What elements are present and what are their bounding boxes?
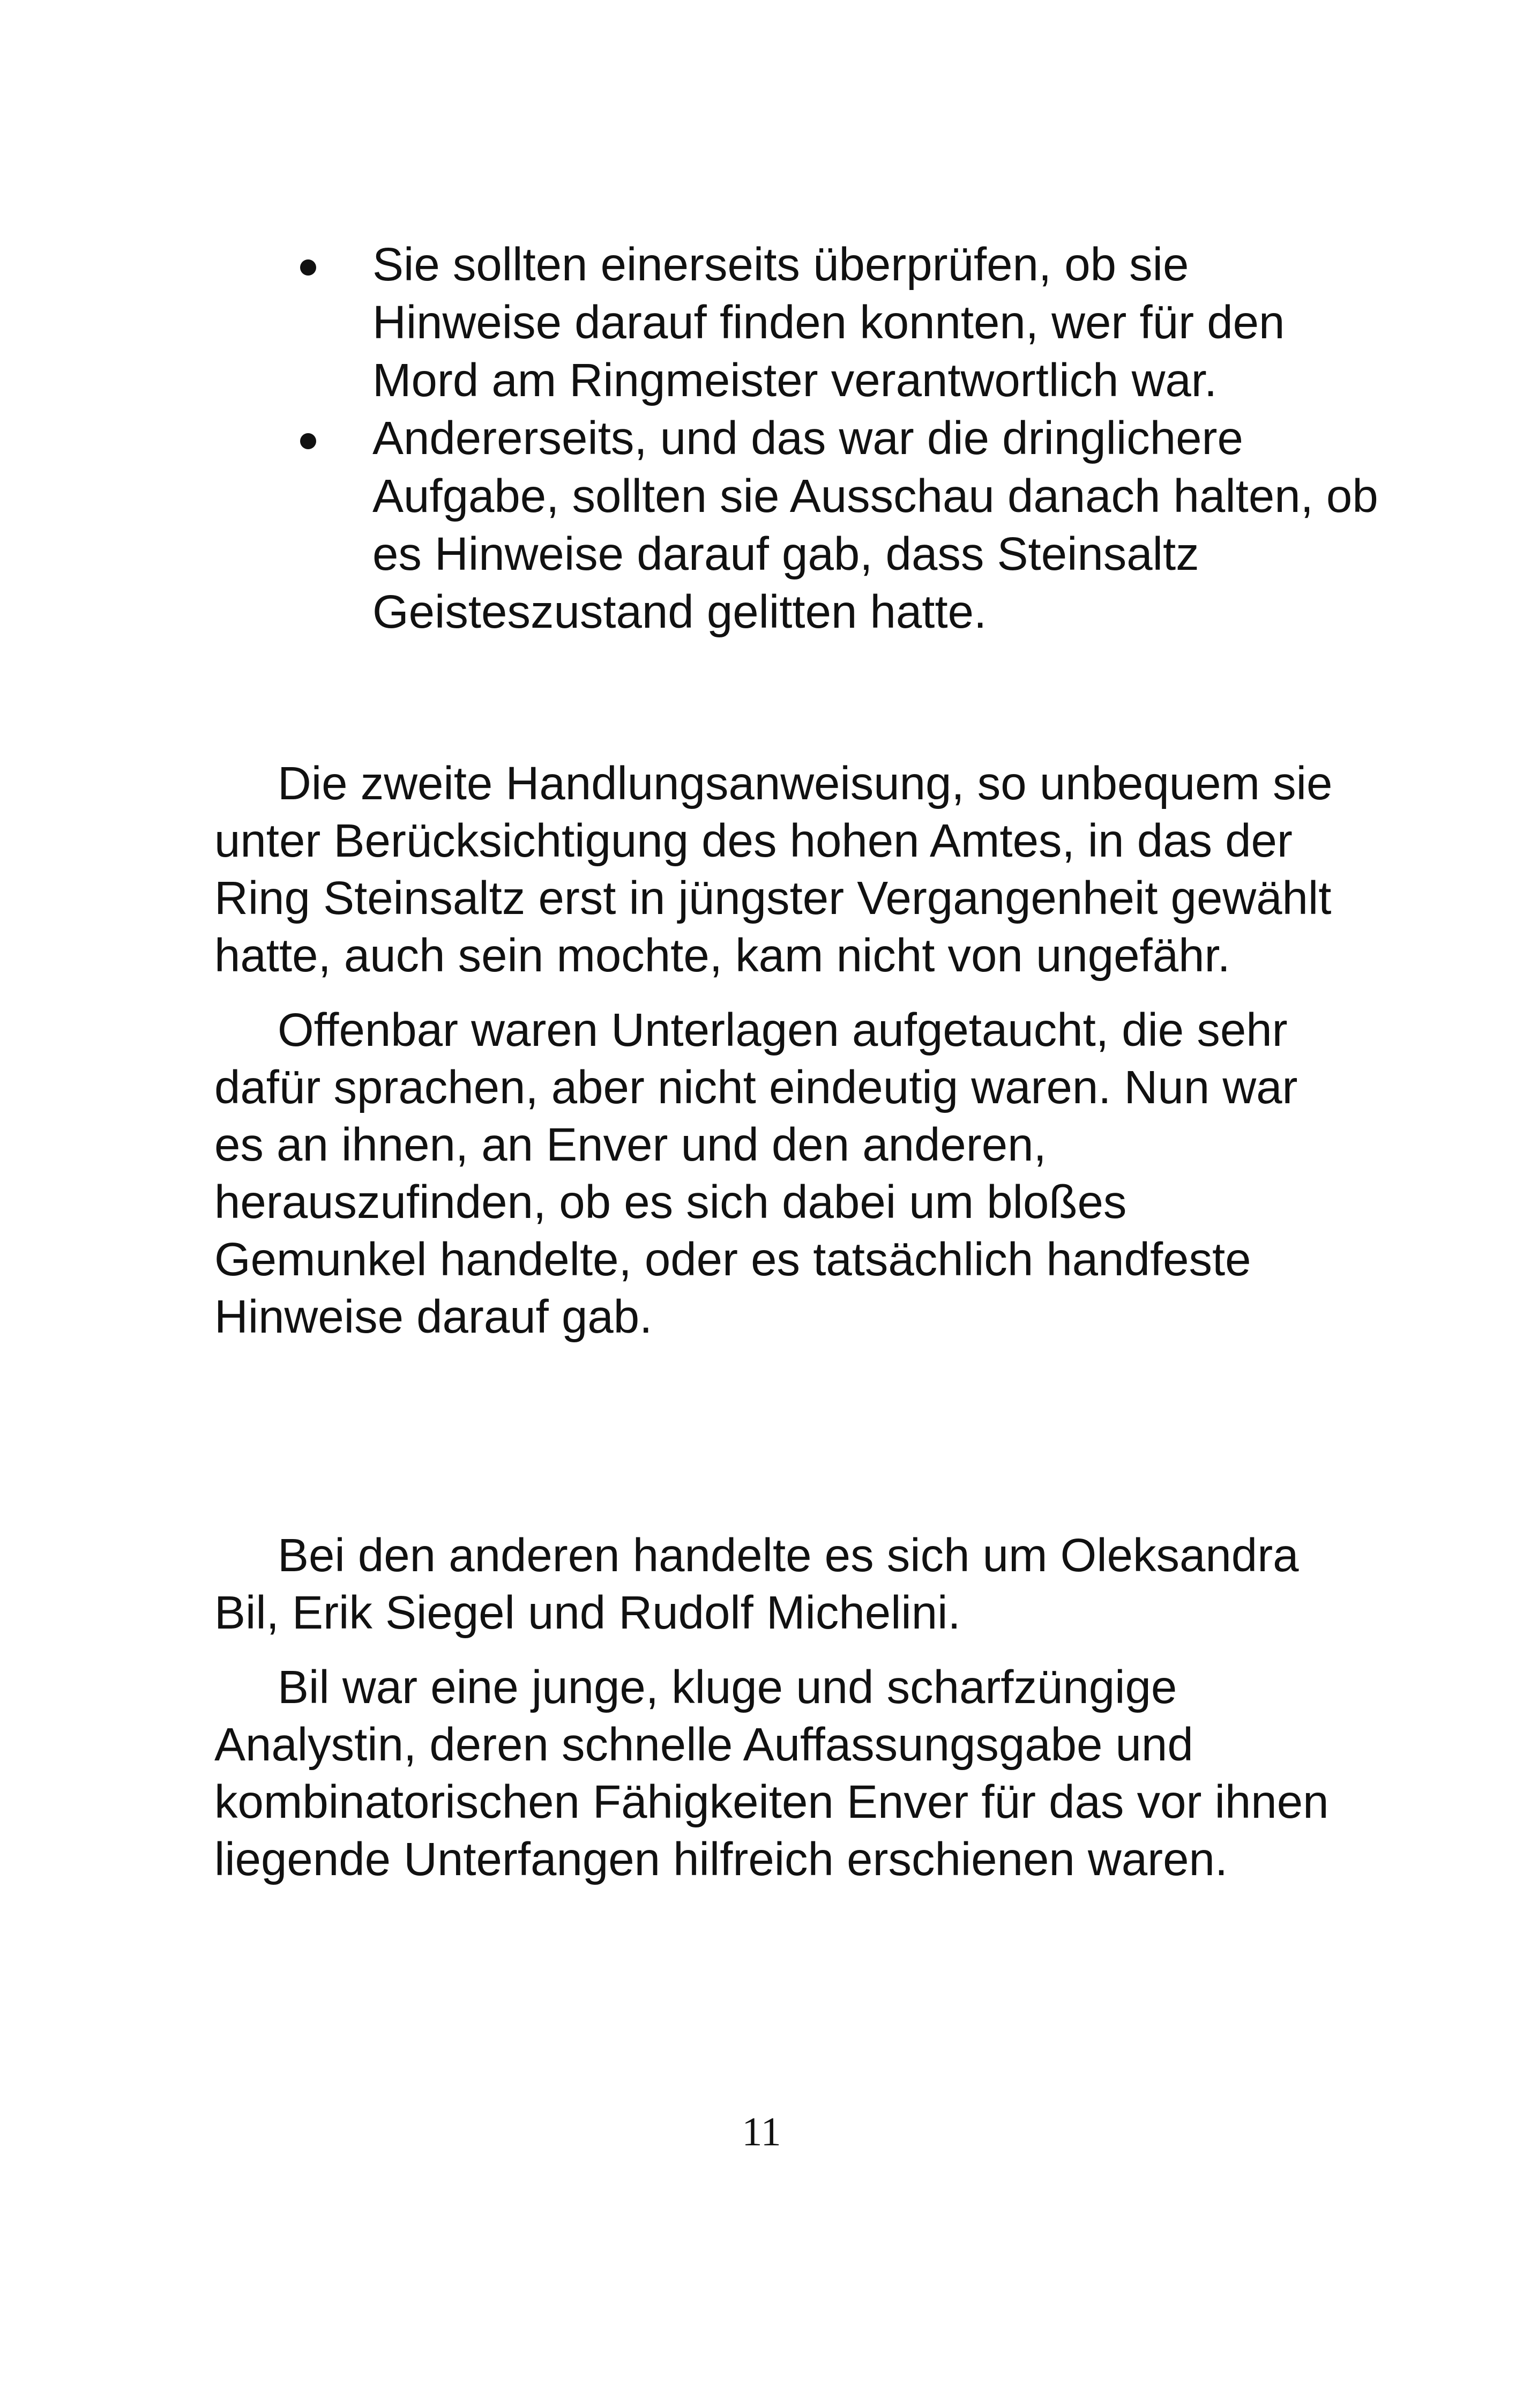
paragraph: Die zweite Handlungsanweisung, so unbequem sie unter Berücksichtigung des hohen Amtes, in das der Ring Steinsaltz erst in jüngster Vergangenheit gewählt hatte, auch sein mochte, kam nicht von ungefähr. — [214, 757, 1333, 982]
paragraph: Offenbar waren Unterlagen aufgetaucht, die sehr dafür sprachen, aber nicht eindeutig waren. Nun war es an ihnen, an Enver und den anderen, herauszufinden, ob es sich dabei um bloßes Gemunkel handelte, oder es tatsächlich handfeste Hinweise darauf gab. — [214, 1004, 1298, 1343]
bullet-item — [289, 236, 1383, 410]
paragraph: Bei den anderen handelte es sich um Oleksandra Bil, Erik Siegel und Rudolf Michelini. — [214, 1529, 1299, 1639]
bullet-text: Sie sollten einerseits überprüfen, ob sie Hinweise darauf finden konnten, wer für den Mord am Ringmeister verantwortlich war. — [372, 239, 1285, 406]
paragraph: Bil war eine junge, kluge und scharfzüngige Analystin, deren schnelle Auffassungsgabe und kombinatorischen Fähigkeiten Enver für das vor ihnen liegende Unterfangen hilfreich erschienen waren. — [214, 1661, 1329, 1885]
bullet-text: Andererseits, und das war die dringlichere Aufgabe, sollten sie Ausschau danach halten, ob es Hinweise darauf gab, dass Steinsaltz Geisteszustand gelitten hatte. — [372, 412, 1378, 638]
text-section-2 — [214, 1527, 1350, 1905]
bullet-icon — [300, 259, 316, 276]
bullet-list — [289, 236, 1383, 641]
bullet-item — [289, 410, 1383, 641]
page-number: 11 — [742, 2109, 781, 2154]
text-section-1 — [214, 755, 1350, 1363]
bullet-icon — [300, 433, 316, 449]
